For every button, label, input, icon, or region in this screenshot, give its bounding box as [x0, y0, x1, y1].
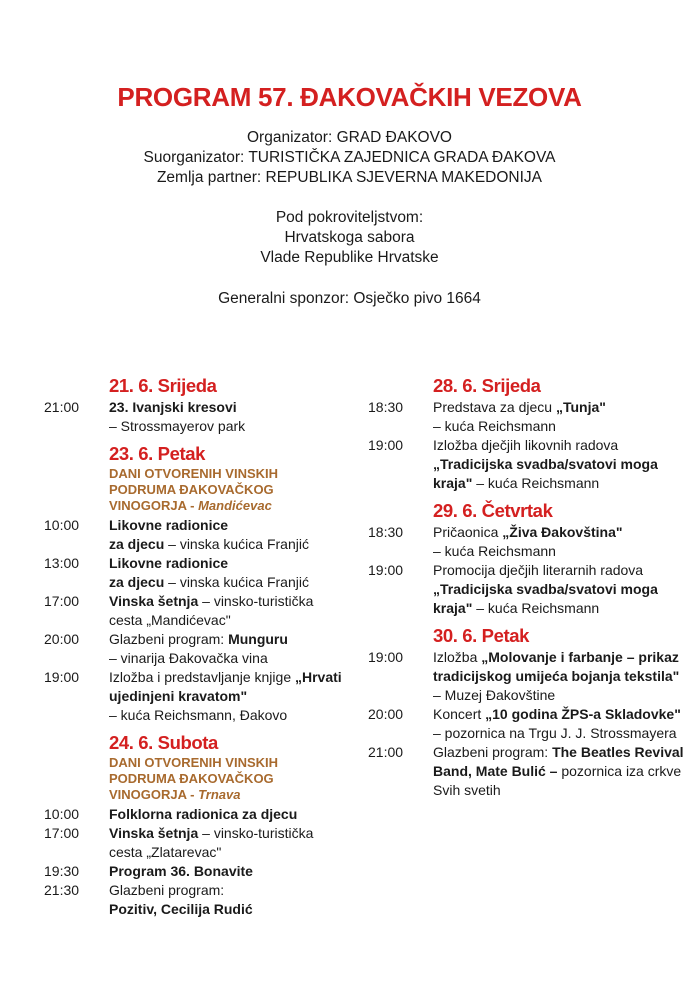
event-row: [368, 648, 688, 705]
event-description: [433, 648, 688, 705]
day-title: 23. 6. Petak: [109, 443, 205, 464]
schedule-right-column: [368, 374, 688, 806]
event-detail: – vinsko-turistička cesta „Zlatarevac": [109, 825, 314, 860]
subheading-text: DANI OTVORENIH VINSKIH PODRUMA ĐAKOVAČKOG VINOGORJA -: [109, 755, 279, 802]
event-title: Likovne radionice: [109, 517, 229, 533]
partner-country: Zemlja partner: REPUBLIKA SJEVERNA MAKEDONIJA: [156, 169, 543, 186]
event-detail: – vinska kućica Franjić: [164, 536, 309, 552]
day-title: 24. 6. Subota: [109, 732, 218, 753]
event-title: Likovne radionice: [109, 555, 229, 571]
event-description: [109, 398, 344, 436]
event-title: „10 godina ŽPS-a Skladovke": [485, 706, 681, 722]
event-time: 21:30: [44, 882, 80, 898]
event-detail: – vinsko-turistička cesta „Mandićevac": [109, 593, 314, 628]
day-section: [368, 499, 688, 618]
event-time: 19:30: [44, 863, 80, 879]
event-detail: Pričaonica: [433, 524, 503, 540]
patron-parliament: Hrvatskoga sabora: [284, 229, 415, 246]
event-detail: Predstava za djecu: [433, 399, 556, 415]
event-detail: Glazbeni program:: [109, 882, 225, 898]
day-title: 30. 6. Petak: [433, 625, 529, 646]
event-description: [109, 805, 344, 824]
day-section: [44, 442, 344, 725]
event-row: [44, 881, 344, 919]
event-title: „Tradicijska svadba/svatovi moga kraja": [433, 581, 658, 616]
event-title: Munguru: [228, 631, 288, 647]
subheading-text: DANI OTVORENIH VINSKIH PODRUMA ĐAKOVAČKOG VINOGORJA -: [109, 466, 279, 513]
event-row: [368, 561, 688, 618]
event-description: [433, 436, 688, 493]
event-detail: – kuća Reichsmann: [472, 475, 600, 491]
event-detail: – kuća Reichsmann: [433, 543, 556, 559]
event-time: 18:30: [368, 524, 404, 540]
event-row: [368, 398, 688, 436]
event-description: [109, 881, 344, 919]
event-row: [44, 805, 344, 824]
sponsor-block: [0, 289, 699, 309]
event-description: [109, 862, 344, 881]
day-title: 28. 6. Srijeda: [433, 375, 541, 396]
event-title: za djecu: [109, 574, 165, 590]
event-title: „Hrvati ujedinjeni kravatom": [109, 669, 342, 704]
general-sponsor: Generalni sponzor: Osječko pivo 1664: [218, 290, 481, 307]
organizers-block: [0, 128, 699, 188]
page-title: PROGRAM 57. ĐAKOVAČKIH VEZOVA: [117, 82, 582, 112]
event-title: Vinska šetnja: [109, 593, 199, 609]
event-row: [368, 523, 688, 561]
event-detail: Izložba dječjih likovnih radova: [433, 437, 619, 453]
event-title: „Živa Đakovština": [502, 524, 623, 540]
event-detail: – Muzej Đakovštine: [433, 687, 556, 703]
event-description: [433, 743, 688, 800]
subheading-place: Trnava: [198, 787, 241, 802]
subheading-place: Mandićevac: [198, 498, 272, 513]
event-description: [109, 668, 344, 725]
event-title: The Beatles Revival Band, Mate Bulić –: [433, 744, 684, 779]
event-title: „Tradicijska svadba/svatovi moga kraja": [433, 456, 658, 491]
event-row: [44, 824, 344, 862]
event-description: [109, 516, 344, 554]
patronage-block: [0, 208, 699, 268]
event-detail: pozornica iza crkve Svih svetih: [433, 763, 682, 798]
event-time: 19:00: [368, 562, 404, 578]
event-detail: – pozornica na Trgu J. J. Strossmayera: [433, 725, 677, 741]
schedule-left-column: [44, 374, 344, 925]
event-time: 17:00: [44, 593, 80, 609]
event-row: [44, 554, 344, 592]
event-time: 13:00: [44, 555, 80, 571]
day-title: 29. 6. Četvrtak: [433, 500, 553, 521]
event-title: Vinska šetnja: [109, 825, 199, 841]
patron-government: Vlade Republike Hrvatske: [260, 249, 439, 266]
event-detail: – kuća Reichsmann: [433, 418, 556, 434]
event-time: 19:00: [368, 649, 404, 665]
event-description: [433, 398, 688, 436]
event-time: 10:00: [44, 806, 80, 822]
event-row: [368, 743, 688, 800]
event-description: [109, 554, 344, 592]
event-description: [109, 824, 344, 862]
event-detail: Glazbeni program:: [433, 744, 553, 760]
event-description: [433, 561, 688, 618]
day-subheading: [109, 755, 344, 803]
event-time: 21:00: [44, 399, 80, 415]
co-organizer: Suorganizator: TURISTIČKA ZAJEDNICA GRADA ĐAKOVA: [143, 149, 556, 166]
event-detail: – vinska kućica Franjić: [164, 574, 309, 590]
event-row: [44, 668, 344, 725]
event-row: [44, 398, 344, 436]
event-detail: Izložba: [433, 649, 482, 665]
event-detail: Promocija dječjih literarnih radova: [433, 562, 644, 578]
event-detail: – Strossmayerov park: [109, 418, 246, 434]
event-description: [433, 523, 688, 561]
event-detail: Izložba i predstavljanje knjige: [109, 669, 295, 685]
event-row: [44, 862, 344, 881]
event-row: [44, 630, 344, 668]
day-section: [44, 374, 344, 436]
day-subheading: [109, 466, 344, 514]
patronage-label: Pod pokroviteljstvom:: [275, 209, 424, 226]
event-row: [368, 705, 688, 743]
event-title: 23. Ivanjski kresovi: [109, 399, 237, 415]
event-detail: Glazbeni program:: [109, 631, 229, 647]
event-detail: – kuća Reichsmann: [472, 600, 600, 616]
event-title: „Molovanje i farbanje – prikaz tradicijskog umijeća bojanja tekstila": [433, 649, 680, 684]
day-section: [368, 624, 688, 800]
event-time: 10:00: [44, 517, 80, 533]
event-title: Pozitiv, Cecilija Rudić: [109, 901, 253, 917]
event-row: [44, 516, 344, 554]
day-title: 21. 6. Srijeda: [109, 375, 217, 396]
day-section: [44, 731, 344, 919]
event-row: [368, 436, 688, 493]
event-time: 19:00: [44, 669, 80, 685]
event-detail: – vinarija Đakovačka vina: [109, 650, 268, 666]
event-time: 20:00: [44, 631, 80, 647]
event-time: 19:00: [368, 437, 404, 453]
event-description: [109, 592, 344, 630]
event-title: za djecu: [109, 536, 165, 552]
event-description: [433, 705, 688, 743]
event-detail: Koncert: [433, 706, 486, 722]
event-time: 20:00: [368, 706, 404, 722]
event-title: Program 36. Bonavite: [109, 863, 253, 879]
day-section: [368, 374, 688, 493]
event-time: 17:00: [44, 825, 80, 841]
event-description: [109, 630, 344, 668]
event-detail: – kuća Reichsmann, Đakovo: [109, 707, 288, 723]
event-title: Folklorna radionica za djecu: [109, 806, 298, 822]
event-title: „Tunja": [555, 399, 606, 415]
organizer: Organizator: GRAD ĐAKOVO: [246, 129, 452, 146]
event-row: [44, 592, 344, 630]
event-time: 21:00: [368, 744, 404, 760]
event-time: 18:30: [368, 399, 404, 415]
